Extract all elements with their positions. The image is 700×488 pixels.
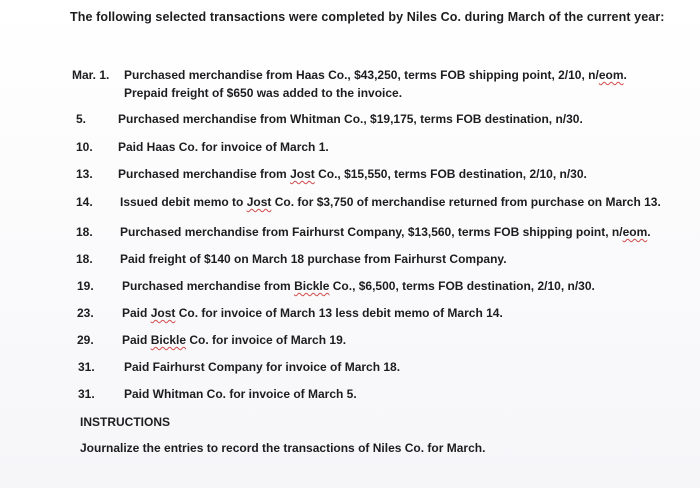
transaction-description: Paid Fairhurst Company for invoice of March 18. <box>124 360 401 374</box>
transaction-date: 10. <box>76 140 93 154</box>
transaction-description: Paid Whitman Co. for invoice of March 5. <box>124 387 357 401</box>
instructions-heading: INSTRUCTIONS <box>80 415 170 429</box>
instructions-text: Journalize the entries to record the transactions of Niles Co. for March. <box>80 441 486 455</box>
transaction-description: Paid Haas Co. for invoice of March 1. <box>118 140 329 154</box>
transaction-description: Purchased merchandise from Haas Co., $43,250, terms FOB shipping point, 2/10, n/eom. <box>124 68 627 82</box>
transaction-date: 29. <box>77 333 94 347</box>
transaction-date: 13. <box>76 167 93 181</box>
transaction-date: 5. <box>76 112 87 126</box>
transaction-description-line2: Prepaid freight of $650 was added to the invoice. <box>124 86 403 100</box>
transaction-description: Purchased merchandise from Whitman Co., $19,175, terms FOB destination, n/30. <box>118 112 583 126</box>
transaction-description: Purchased merchandise from Fairhurst Company, $13,560, terms FOB shipping point, n/eom. <box>120 225 651 239</box>
intro-text: The following selected transactions were completed by Niles Co. during March of the current year: <box>70 10 665 24</box>
transaction-date: 14. <box>76 195 93 209</box>
transaction-description: Paid Bickle Co. for invoice of March 19. <box>122 333 347 347</box>
transaction-date: Mar. 1. <box>72 68 110 82</box>
transaction-description: Paid freight of $140 on March 18 purchase from Fairhurst Company. <box>120 252 507 266</box>
transaction-description: Paid Jost Co. for invoice of March 13 less debit memo of March 14. <box>122 306 503 320</box>
transaction-description: Issued debit memo to Jost Co. for $3,750 of merchandise returned from purchase on March 13. <box>120 195 661 209</box>
transaction-date: 18. <box>76 225 93 239</box>
transaction-description: Purchased merchandise from Bickle Co., $6,500, terms FOB destination, 2/10, n/30. <box>122 279 595 293</box>
transaction-description: Purchased merchandise from Jost Co., $15,550, terms FOB destination, 2/10, n/30. <box>118 167 587 181</box>
transaction-date: 23. <box>77 306 94 320</box>
transaction-date: 18. <box>76 252 93 266</box>
transaction-date: 31. <box>78 387 95 401</box>
transaction-date: 19. <box>77 279 94 293</box>
transaction-date: 31. <box>78 360 95 374</box>
